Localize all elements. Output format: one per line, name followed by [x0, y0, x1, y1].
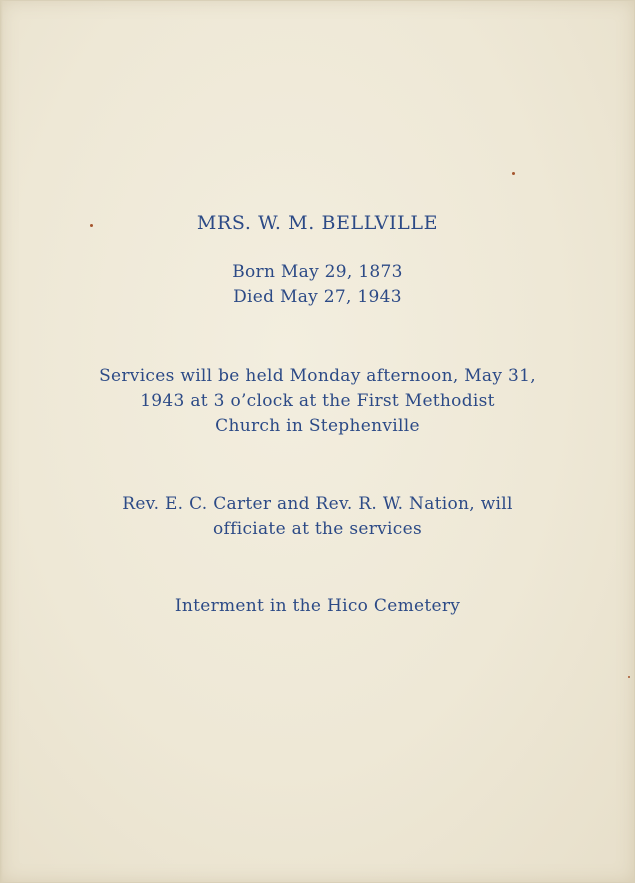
services-line: 1943 at 3 o’clock at the First Methodist — [140, 391, 495, 411]
death-date: Died May 27, 1943 — [233, 287, 402, 307]
birth-date: Born May 29, 1873 — [232, 262, 403, 282]
life-dates — [0, 260, 635, 310]
services-paragraph — [0, 364, 635, 439]
interment-line: Interment in the Hico Cemetery — [174, 596, 461, 616]
services-line: Church in Stephenville — [215, 416, 420, 436]
paper-speck — [628, 676, 630, 678]
deceased-name: MRS. W. M. BELLVILLE — [196, 212, 439, 234]
services-line: Services will be held Monday afternoon, May 31, — [99, 366, 536, 386]
paper-edge — [0, 0, 3, 883]
officiants-line: Rev. E. C. Carter and Rev. R. W. Nation, will — [122, 494, 513, 514]
officiants-paragraph — [0, 492, 635, 542]
paper-speck — [512, 172, 515, 175]
officiants-line: officiate at the services — [212, 519, 423, 539]
